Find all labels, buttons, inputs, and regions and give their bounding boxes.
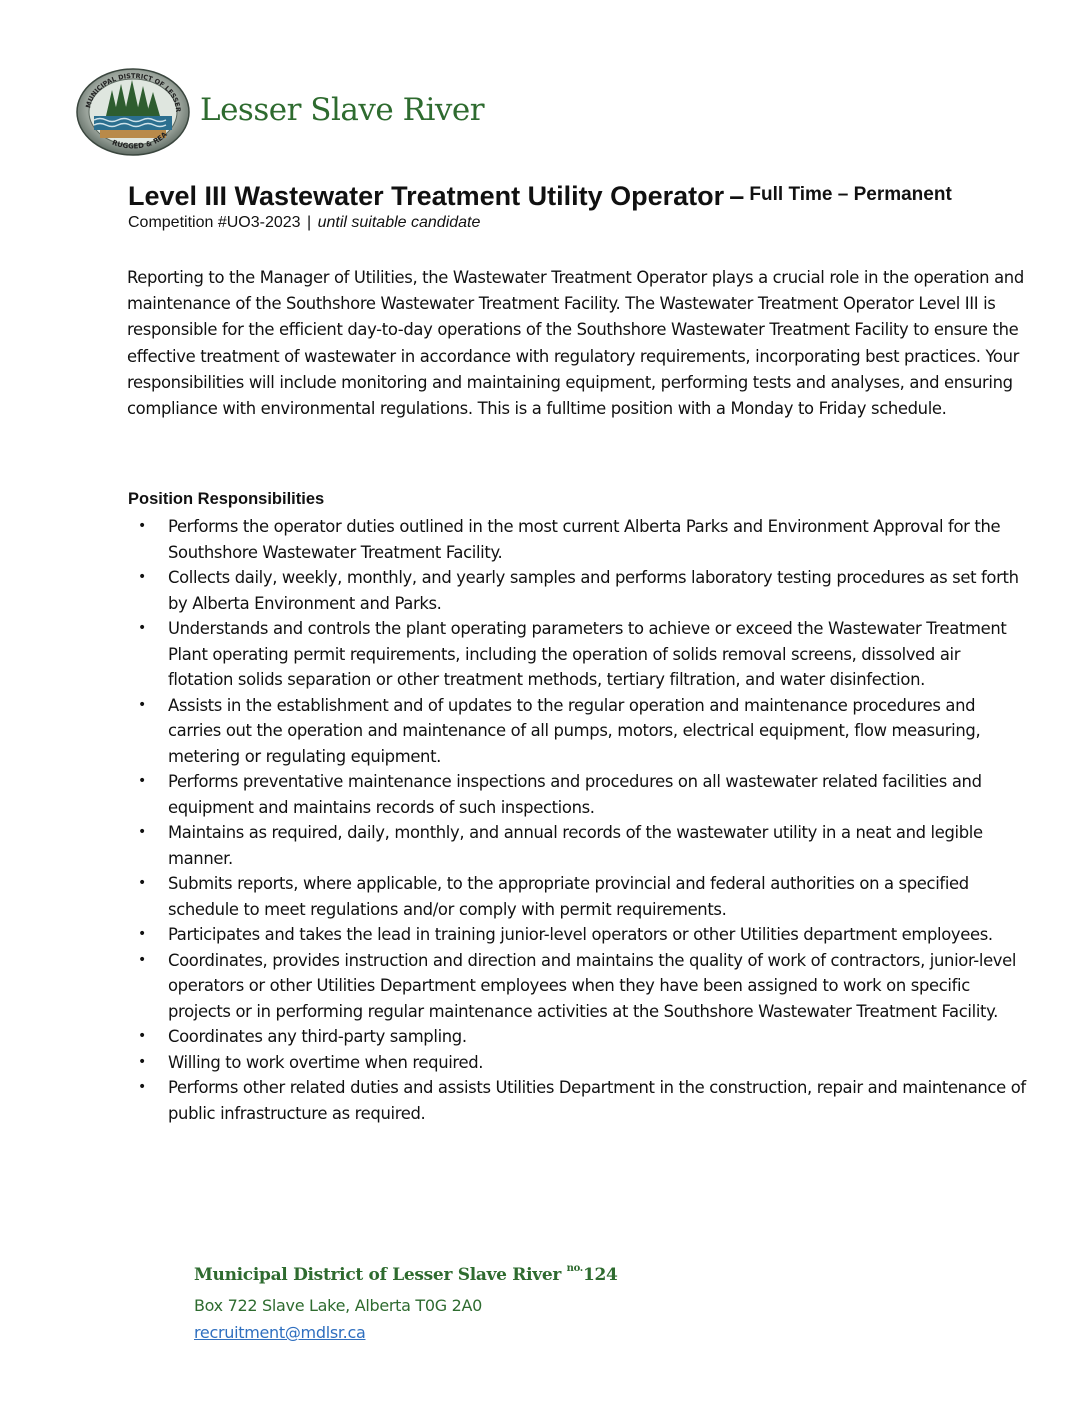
list-item-text: Performs preventative maintenance inspections and procedures on all wastewater related facilities and equipment and maintains records of such inspections. xyxy=(168,772,982,817)
list-item xyxy=(128,616,1028,693)
bullet-icon: • xyxy=(138,620,146,636)
logo-ring-text: MUNICIPAL DISTRICT OF LESSER xyxy=(84,72,183,113)
bullet-icon: • xyxy=(138,824,146,840)
intro-paragraph: Reporting to the Manager of Utilities, the Wastewater Treatment Operator plays a crucial role in the operation and maintenance of the Southshore Wastewater Treatment Facility. The Wastewater Treatment Operator Level III is responsible for the efficient day-to-day operations of the Southshore Wastewater Treatment Facility to ensure the effective treatment of wastewater in accordance with regulatory requirements, incorporating best practices. Your responsibilities will include monitoring and maintaining equipment, performing tests and analyses, and ensuring compliance with environmental regulations. This is a fulltime position with a Monday to Friday schedule. xyxy=(127,268,1024,419)
list-item xyxy=(128,922,1028,948)
list-item-text: Collects daily, weekly, monthly, and yearly samples and performs laboratory testing procedures as set forth by Alberta Environment and Parks. xyxy=(168,568,1019,613)
footer-org-number: 124 xyxy=(583,1265,618,1285)
list-item-text: Coordinates any third-party sampling. xyxy=(168,1027,467,1046)
list-item-text: Assists in the establishment and of updates to the regular operation and maintenance procedures and carries out the operation and maintenance of all pumps, motors, electrical equipment, flow measuring, metering or regulating equipment. xyxy=(168,695,981,766)
list-item-text: Participates and takes the lead in training junior-level operators or other Utilities department employees. xyxy=(168,925,993,944)
responsibilities-list xyxy=(128,514,1028,1126)
list-item-text: Understands and controls the plant operating parameters to achieve or exceed the Wastewater Treatment Plant operating permit requirements, including the operation of solids removal screens, dissolved air flotation solids separation or other treatment methods, tertiary filtration, and water disinfection. xyxy=(168,619,1007,689)
competition-deadline: until suitable candidate xyxy=(317,214,481,231)
list-item xyxy=(128,565,1028,616)
job-title-row xyxy=(128,181,952,212)
bullet-icon: • xyxy=(138,875,146,891)
list-item-text: Coordinates, provides instruction and direction and maintains the quality of work of contractors, junior-level operators or other Utilities Department employees when they have been assigned to work on specific projects or in performing regular maintenance activities at the Southshore Wastewater Treatment Facility. xyxy=(168,950,1017,1021)
footer-org-number-label: no. xyxy=(566,1263,583,1275)
list-item xyxy=(128,769,1028,820)
list-item-text: Performs other related duties and assists Utilities Department in the construction, repair and maintenance of public infrastructure as required. xyxy=(168,1078,1026,1123)
recruitment-email-link[interactable]: recruitment@mdlsr.ca xyxy=(194,1323,366,1342)
list-item xyxy=(128,1075,1028,1126)
list-item-text: Performs the operator duties outlined in the most current Alberta Parks and Environment Approval for the Southshore Wastewater Treatment Facility. xyxy=(168,517,1001,562)
competition-number: Competition #UO3-2023 xyxy=(128,214,301,231)
job-title-dash: – xyxy=(729,181,745,211)
list-item-text: Submits reports, where applicable, to the appropriate provincial and federal authorities on a specified schedule to meet regulations and/or comply with permit requirements. xyxy=(168,874,969,919)
list-item-text: Maintains as required, daily, monthly, and annual records of the wastewater utility in a neat and legible manner. xyxy=(168,823,983,868)
job-title: Level III Wastewater Treatment Utility Operator xyxy=(128,181,725,211)
bullet-icon: • xyxy=(138,926,146,942)
list-item xyxy=(128,1024,1028,1050)
logo-motto-text: RUGGED & REA xyxy=(110,130,169,151)
footer-address: Box 722 Slave Lake, Alberta T0G 2A0 xyxy=(194,1296,483,1315)
bullet-icon: • xyxy=(138,696,146,713)
bullet-icon: • xyxy=(138,773,146,789)
footer-org-name-text: Municipal District of Lesser Slave River xyxy=(194,1265,562,1285)
municipal-seal-logo-icon xyxy=(76,68,190,156)
footer-organization-name xyxy=(194,1265,618,1285)
bullet-icon: • xyxy=(138,1079,146,1095)
job-employment-type: Full Time – Permanent xyxy=(749,184,952,205)
bullet-icon: • xyxy=(138,569,146,585)
brand-name: Lesser Slave River xyxy=(200,92,485,128)
bullet-icon: • xyxy=(138,1028,146,1044)
list-item xyxy=(128,693,1028,770)
responsibilities-heading: Position Responsibilities xyxy=(128,490,325,508)
bullet-icon: • xyxy=(138,1053,146,1070)
competition-line xyxy=(128,214,480,232)
list-item xyxy=(128,871,1028,922)
bullet-icon: • xyxy=(138,951,146,968)
competition-separator: | xyxy=(307,214,312,231)
bullet-icon: • xyxy=(138,518,146,534)
list-item-text: Willing to work overtime when required. xyxy=(168,1052,484,1072)
list-item xyxy=(128,948,1028,1025)
list-item xyxy=(128,1050,1028,1076)
list-item xyxy=(128,820,1028,871)
list-item xyxy=(128,514,1028,565)
